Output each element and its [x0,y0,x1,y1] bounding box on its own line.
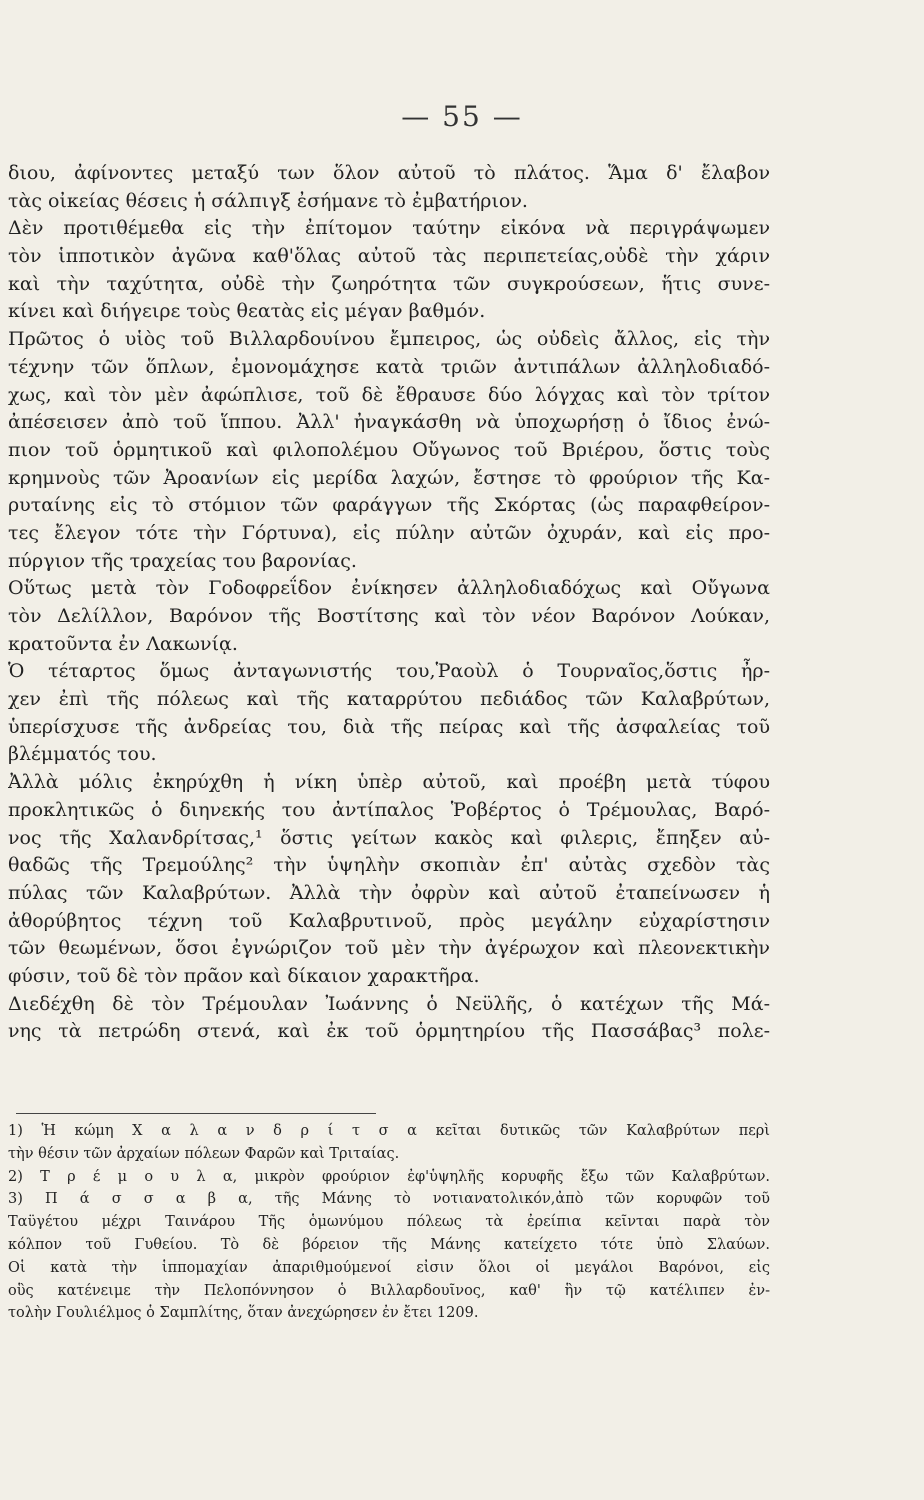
text-line: Διεδέχθη δὲ τὸν Τρέμουλαν Ἰωάννης ὁ Νεϋλῆς, ὁ κατέχων τῆς Μά- [8,992,770,1015]
text-line: χεν ἐπὶ τῆς πόλεως καὶ τῆς καταρρύτου πεδιάδος τῶν Καλαβρύτων, [8,688,770,711]
text-line: κρημνοὺς τῶν Ἀροανίων εἰς μερίδα λαχών, ἔστησε τὸ φρούριον τῆς Κα- [8,466,770,489]
text-line: τῶν θεωμένων, ὅσοι ἐγνώριζον τοῦ μὲν τὴν ἀγέρωχον καὶ πλεονεκτικὴν [8,937,770,960]
text-line: τὸν Δελίλλον, Βαρόνον τῆς Βοστίτσης καὶ τὸν νέον Βαρόνον Λούκαν, [8,605,770,627]
text-line: διου, ἀφίνοντες μεταξύ των ὅλον αὐτοῦ τὸ πλάτος. Ἅμα δ' ἔλαβον [8,162,770,184]
text-line: θαδῶς τῆς Τρεμούλης² τὴν ὑψηλὴν σκοπιὰν ἐπ' αὐτὰς σχεδὸν τὰς [8,854,770,877]
text-line: Οὕτως μετὰ τὸν Γοδοφρεΐδον ἐνίκησεν ἀλληλοδιαδόχως καὶ Οὔγωνα [8,577,770,600]
footnote-line: κόλπον τοῦ Γυθείου. Τὸ δὲ βόρειον τῆς Μάνης κατείχετο τότε ὑπὸ Σλαύων. [8,1236,770,1253]
text-line: ὑπερίσχυσε τῆς ἀνδρείας του, διὰ τῆς πείρας καὶ τῆς ἀσφαλείας τοῦ [8,715,770,738]
text-line: νος τῆς Χαλανδρίτσας,¹ ὅστις γείτων κακὸς καὶ φιλερις, ἔπηξεν αὐ- [8,826,770,849]
footnote-line: 3) Π ά σ σ α β α, τῆς Μάνης τὸ νοτιανατολικόν,ἀπὸ τῶν κορυφῶν τοῦ [8,1191,770,1208]
text-line: τες ἔλεγον τότε τὴν Γόρτυνα), εἰς πύλην αὐτῶν ὀχυράν, καὶ εἰς προ- [8,521,770,544]
text-line: νης τὰ πετρώδη στενά, καὶ ἐκ τοῦ ὁρμητηρίου τῆς Πασσάβας³ πολε- [8,1020,770,1043]
footnotes [8,1120,770,1325]
footnote-line: Ταϋγέτου μέχρι Ταινάρου Τῆς ὁμωνύμου πόλεως τὰ ἐρείπια κεῖνται παρὰ τὸν [8,1214,770,1231]
footnote-line: 2) Τ ρ έ μ ο υ λ α, μικρὸν φρούριον ἐφ'ὑψηλῆς κορυφῆς ἔξω τῶν Καλαβρύτων. [8,1168,770,1185]
text-line: Ἀλλὰ μόλις ἐκηρύχθη ἡ νίκη ὑπὲρ αὐτοῦ, καὶ προέβη μετὰ τύφου [8,771,770,794]
text-line: φύσιν, τοῦ δὲ τὸν πρᾶον καὶ δίκαιον χαρακτῆρα. [8,964,480,987]
text-line: ἀπέσεισεν ἀπὸ τοῦ ἵππου. Ἀλλ' ἠναγκάσθη νὰ ὑποχωρήσῃ ὁ ἴδιος ἐνώ- [8,411,770,434]
text-line: κίνει καὶ διήγειρε τοὺς θεατὰς εἰς μέγαν βαθμόν. [8,300,486,323]
footnote-rule [16,1113,376,1114]
text-line: πύλας τῶν Καλαβρύτων. Ἀλλὰ τὴν ὀφρὺν καὶ αὐτοῦ ἐταπείνωσεν ἡ [8,881,770,904]
text-line: κρατοῦντα ἐν Λακωνίᾳ. [8,632,238,655]
text-line: καὶ τὴν ταχύτητα, οὐδὲ τὴν ζωηρότητα τῶν συγκρούσεων, ἥτις συνε- [8,272,770,295]
footnote-line: οὓς κατένειμε τὴν Πελοπόννησον ὁ Βιλλαρδουῖνος, καθ' ἣν τῷ κατέλιπεν ἐν- [8,1282,770,1299]
main-text [8,160,770,1046]
text-line: τὸν ἱπποτικὸν ἀγῶνα καθ'ὅλας αὐτοῦ τὰς περιπετείας,οὐδὲ τὴν χάριν [8,245,770,268]
text-line: πιον τοῦ ὁρμητικοῦ καὶ φιλοπολέμου Οὔγωνος τοῦ Βριέρου, ὅστις τοὺς [8,438,770,461]
page-number: — 55 — [401,100,523,133]
text-line: Πρῶτος ὁ υἱὸς τοῦ Βιλλαρδουίνου ἔμπειρος, ὡς οὐδεὶς ἄλλος, εἰς τὴν [8,328,770,351]
text-line: χως, καὶ τὸν μὲν ἀφώπλισε, τοῦ δὲ ἔθραυσε δύο λόγχας καὶ τὸν τρίτον [8,383,770,406]
text-line: προκλητικῶς ὁ διηνεκής του ἀντίπαλος Ῥοβέρτος ὁ Τρέμουλας, Βαρό- [8,798,770,821]
text-line: ἀθορύβητος τέχνη τοῦ Καλαβρυτινοῦ, πρὸς μεγάλην εὐχαρίστησιν [8,909,770,932]
text-line: ρυταίνης εἰς τὸ στόμιον τῶν φαράγγων τῆς Σκόρτας (ὡς παραφθείρον- [8,494,770,517]
footnote-line: 1) Ἡ κώμη Χ α λ α ν δ ρ ί τ σ α κεῖται δυτικῶς τῶν Καλαβρύτων περὶ [8,1123,770,1139]
text-line: τὰς οἰκείας θέσεις ἡ σάλπιγξ ἐσήμανε τὸ ἐμβατήριον. [8,189,528,212]
footnote-line: τὴν θέσιν τῶν ἀρχαίων πόλεων Φαρῶν καὶ Τριταίας. [8,1145,400,1162]
text-line: πύργιον τῆς τραχείας του βαρονίας. [8,549,357,572]
footnote-line: Οἱ κατὰ τὴν ἱππομαχίαν ἀπαριθμούμενοί εἰσιν ὅλοι οἱ μεγάλοι Βαρόνοι, εἰς [8,1259,770,1276]
text-line: βλέμματός του. [8,743,157,766]
text-line: Ὁ τέταρτος ὅμως ἀνταγωνιστής του,Ῥαοὺλ ὁ Τουρναῖος,ὅστις ἦρ- [8,660,770,683]
footnote-line: τολὴν Γουλιέλμος ὁ Σαμπλίτης, ὅταν ἀνεχώρησεν ἐν ἔτει 1209. [8,1305,479,1322]
text-line: Δὲν προτιθέμεθα εἰς τὴν ἐπίτομον ταύτην εἰκόνα νὰ περιγράψωμεν [8,217,770,240]
text-line: τέχνην τῶν ὅπλων, ἐμονομάχησε κατὰ τριῶν ἀντιπάλων ἀλληλοδιαδό- [8,355,770,378]
